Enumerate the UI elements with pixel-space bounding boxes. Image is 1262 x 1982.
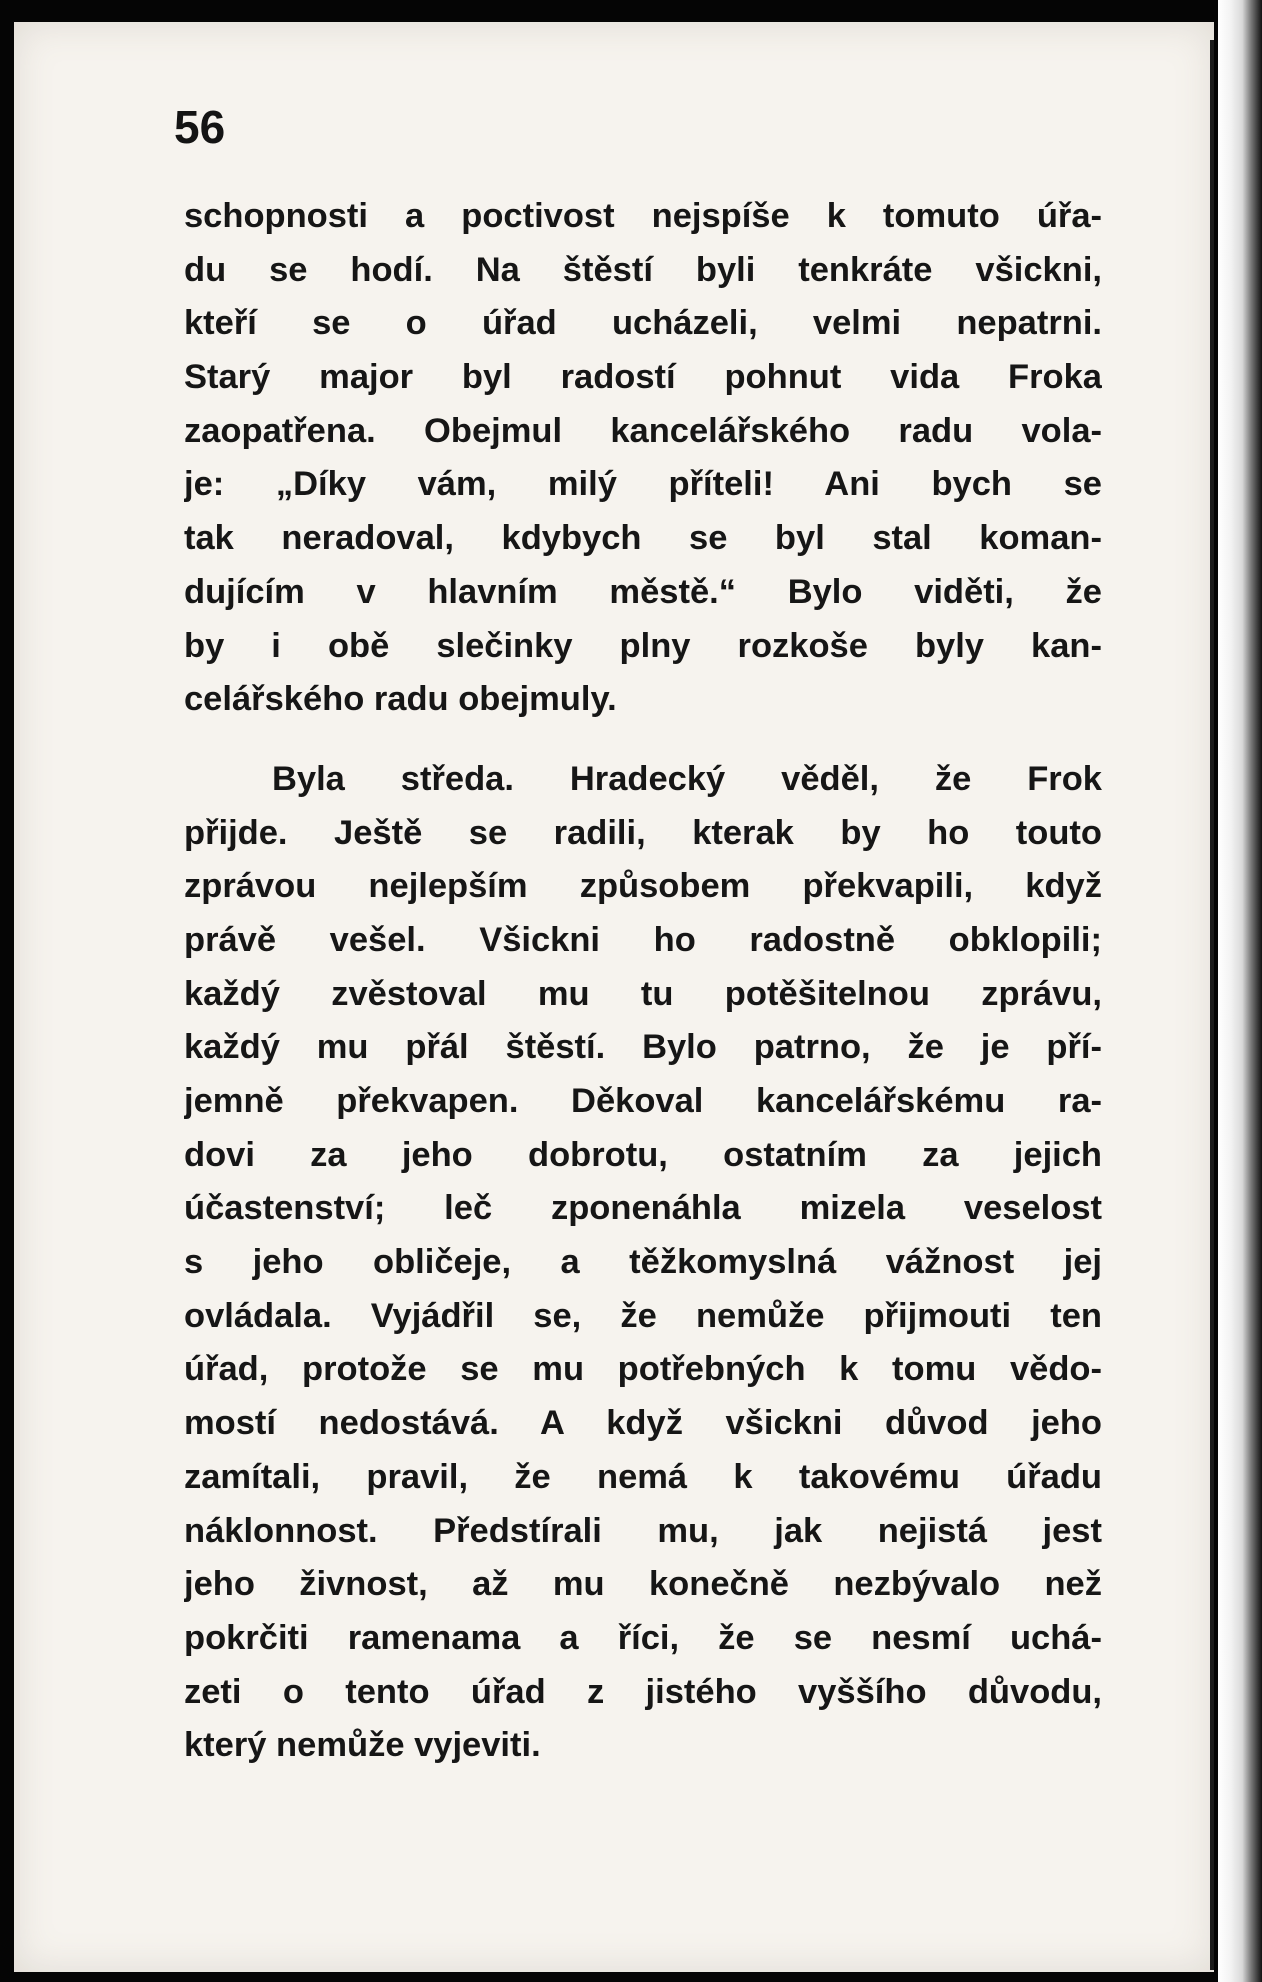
- text-line: každý zvěstoval mu tu potěšitelnou zprávu,: [184, 974, 1102, 1013]
- text-line: Byla středa. Hradecký věděl, že Frok: [272, 759, 1102, 798]
- text-line: zeti o tento úřad z jistého vyššího důvodu,: [184, 1672, 1102, 1711]
- scan-edge-strip: [1218, 0, 1262, 1982]
- text-line: jemně překvapen. Děkoval kancelářskému ra-: [184, 1082, 1102, 1120]
- text-line: zprávou nejlepším způsobem překvapili, když: [184, 867, 1102, 906]
- text-line: s jeho obličeje, a těžkomyslná vážnost jej: [184, 1243, 1102, 1282]
- body-text: [184, 190, 1102, 1773]
- text-line: dujícím v hlavním městě.“ Bylo viděti, že: [184, 572, 1102, 611]
- text-line: schopnosti a poctivost nejspíše k tomuto úřa-: [184, 197, 1102, 235]
- text-line: ovládala. Vyjádřil se, že nemůže přijmouti ten: [184, 1296, 1102, 1335]
- text-line: je: „Díky vám, milý příteli! Ani bych se: [184, 465, 1102, 504]
- book-page: [14, 22, 1214, 1972]
- page-number: 56: [174, 101, 226, 153]
- paragraph-spacer: [184, 727, 1102, 753]
- text-line: který nemůže vyjeviti.: [184, 1726, 541, 1765]
- text-line: náklonnost. Předstírali mu, jak nejistá jest: [184, 1511, 1102, 1550]
- text-line: tak neradoval, kdybych se byl stal koman-: [184, 519, 1102, 558]
- text-line: zamítali, pravil, že nemá k takovému úřadu: [184, 1457, 1102, 1496]
- text-line: by i obě slečinky plny rozkoše byly kan-: [184, 626, 1102, 665]
- text-line: kteří se o úřad ucházeli, velmi nepatrni.: [184, 304, 1102, 343]
- text-line: dovi za jeho dobrotu, ostatním za jejich: [184, 1135, 1102, 1174]
- paragraph: [184, 753, 1102, 1773]
- text-line: zaopatřena. Obejmul kancelářského radu vola-: [184, 411, 1102, 450]
- text-line: přijde. Ještě se radili, kterak by ho touto: [184, 813, 1102, 852]
- text-line: celářského radu obejmuly.: [184, 680, 617, 719]
- text-line: účastenství; leč zponenáhla mizela veselost: [184, 1189, 1102, 1228]
- page-edge-line: [1210, 40, 1214, 1970]
- text-line: každý mu přál štěstí. Bylo patrno, že je pří-: [184, 1028, 1102, 1067]
- text-line: du se hodí. Na štěstí byli tenkráte všickni,: [184, 250, 1102, 289]
- text-line: jeho živnost, až mu konečně nezbývalo než: [184, 1565, 1102, 1604]
- text-line: úřad, protože se mu potřebných k tomu vědo-: [184, 1350, 1102, 1389]
- paragraph: [184, 190, 1102, 727]
- text-line: právě vešel. Všickni ho radostně obklopili;: [184, 920, 1102, 959]
- text-line: Starý major byl radostí pohnut vida Froka: [184, 358, 1102, 397]
- text-line: mostí nedostává. A když všickni důvod jeho: [184, 1404, 1102, 1443]
- text-line: pokrčiti ramenama a říci, že se nesmí uchá-: [184, 1618, 1102, 1657]
